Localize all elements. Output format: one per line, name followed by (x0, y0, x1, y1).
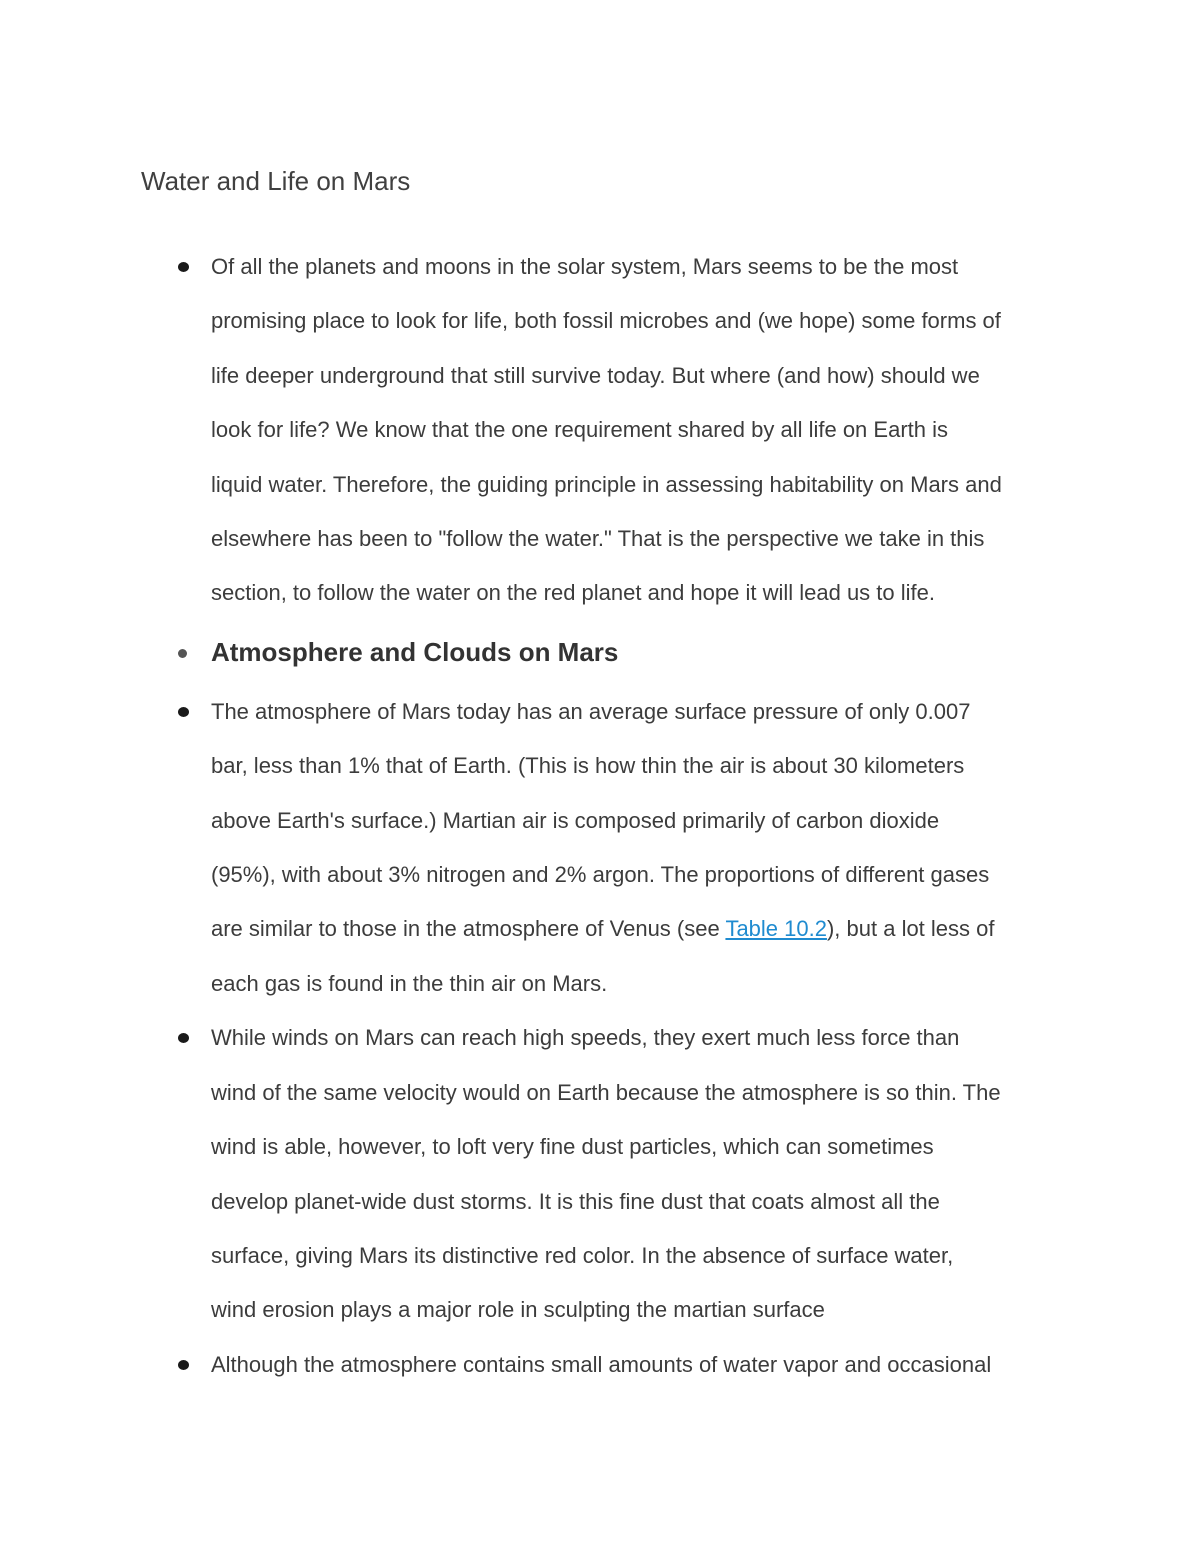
text-line-with-link (211, 902, 1064, 956)
text-line: elsewhere has been to "follow the water." That is the perspective we take in this (211, 526, 985, 552)
list-item (0, 685, 1200, 1011)
bullet-list (0, 240, 1200, 1392)
list-item (0, 1011, 1200, 1337)
bullet-icon (178, 262, 189, 272)
text-line: Although the atmosphere contains small amounts of water vapor and occasional (211, 1351, 992, 1377)
text-line: The atmosphere of Mars today has an average surface pressure of only 0.007 (211, 698, 971, 724)
text-line: life deeper underground that still survive today. But where (and how) should we (211, 362, 980, 388)
table-10-2-link[interactable]: Table 10.2 (725, 916, 827, 942)
text-line: section, to follow the water on the red planet and hope it will lead us to life. (211, 580, 935, 606)
text-line: Of all the planets and moons in the solar system, Mars seems to be the most (211, 254, 959, 279)
text-line: wind erosion plays a major role in sculpting the martian surface (211, 1297, 825, 1323)
text-line: (95%), with about 3% nitrogen and 2% argon. The proportions of different gases (211, 862, 990, 888)
text-line: develop planet-wide dust storms. It is this fine dust that coats almost all the (211, 1188, 940, 1214)
bullet-icon (178, 707, 189, 717)
list-item (0, 240, 1200, 621)
bullet-icon (178, 1360, 189, 1370)
text-fragment: are similar to those in the atmosphere of Venus (see (211, 916, 726, 942)
text-fragment: ), but a lot less of (826, 916, 995, 942)
section-heading-item (0, 621, 1200, 685)
text-line: liquid water. Therefore, the guiding principle in assessing habitability on Mars and (211, 471, 1002, 497)
text-line: wind is able, however, to loft very fine dust particles, which can sometimes (211, 1134, 934, 1160)
text-line: promising place to look for life, both fossil microbes and (we hope) some forms of (211, 308, 1001, 334)
document-title: Water and Life on Mars (141, 166, 411, 196)
list-item (0, 1338, 1200, 1392)
text-line: each gas is found in the thin air on Mars. (211, 970, 608, 996)
text-line: While winds on Mars can reach high speeds, they exert much less force than (211, 1025, 960, 1051)
bullet-icon (178, 1033, 189, 1043)
text-line: look for life? We know that the one requirement shared by all life on Earth is (211, 417, 948, 443)
text-line: surface, giving Mars its distinctive red color. In the absence of surface water, (211, 1242, 954, 1268)
section-heading: Atmosphere and Clouds on Mars (211, 636, 619, 667)
text-line: wind of the same velocity would on Earth because the atmosphere is so thin. The (211, 1079, 1001, 1105)
bullet-icon (178, 649, 187, 658)
text-line: above Earth's surface.) Martian air is composed primarily of carbon dioxide (211, 807, 940, 833)
text-line: bar, less than 1% that of Earth. (This is how thin the air is about 30 kilometers (211, 753, 965, 779)
